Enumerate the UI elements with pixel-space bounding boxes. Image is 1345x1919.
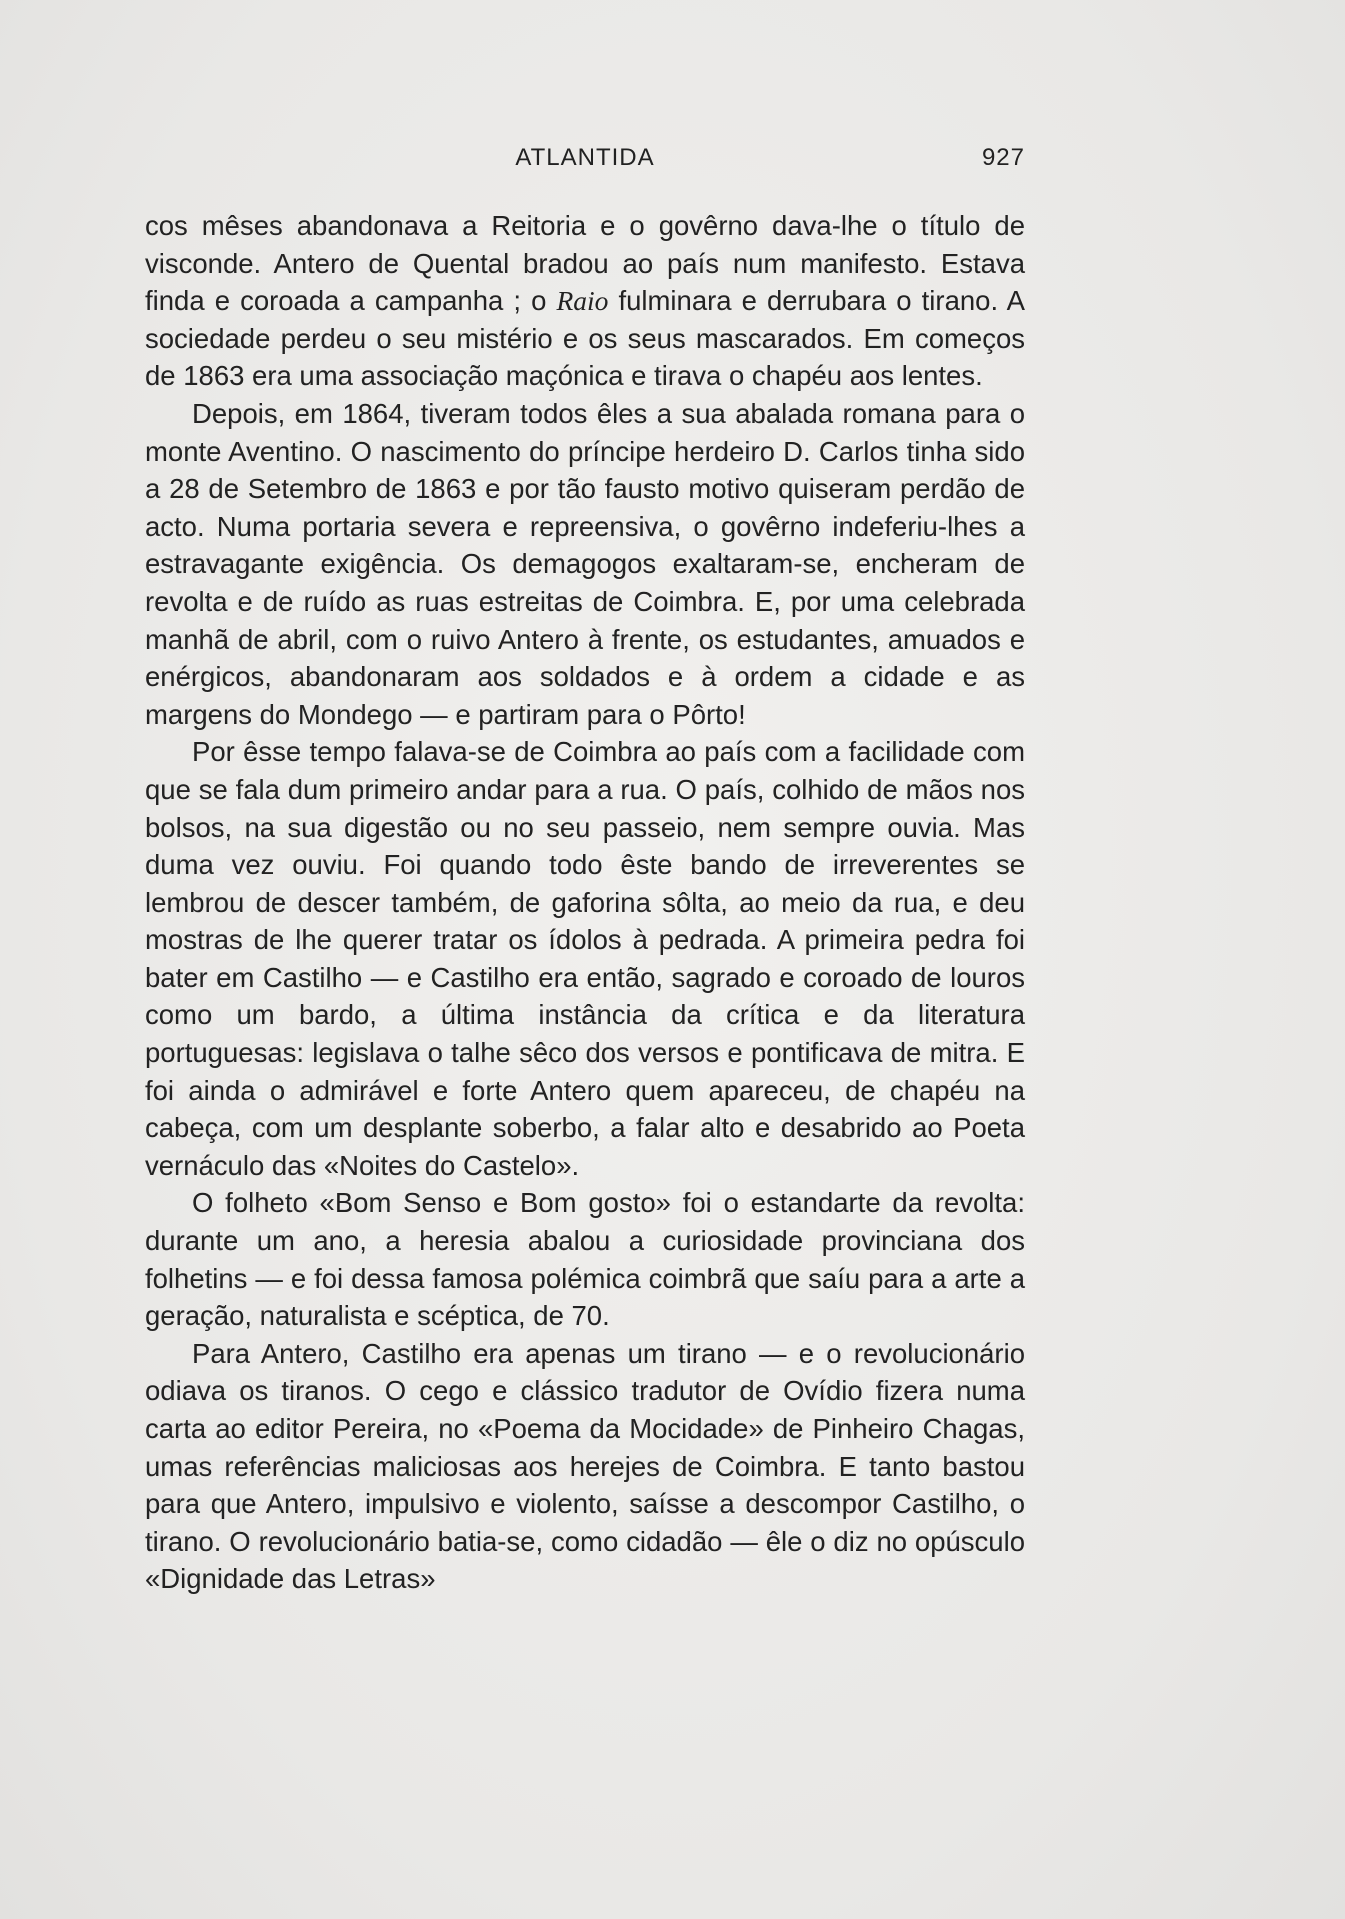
italic-title-raio: Raio xyxy=(556,285,609,317)
page-number: 927 xyxy=(981,144,1025,171)
paragraph-1 xyxy=(145,207,1025,395)
paragraph-3: Por êsse tempo falava-se de Coimbra ao país com a facilidade com que se fala dum primeiro andar para a rua. O país, colhido de mãos nos bolsos, na sua digestão ou no seu passeio, nem sempre ouvia. Mas duma vez ouviu. Foi quando todo êste bando de irreverentes se lembrou de descer também, de gaforina sôlta, ao meio da rua, e deu mostras de lhe querer tratar os ídolos à pedrada. A primeira pedra foi bater em Castilho — e Castilho era então, sagrado e coroado de louros como um bardo, a última instância da crítica e da literatura portuguesas: legislava o talhe sêco dos versos e pontificava de mitra. E foi ainda o admirável e forte Antero quem apareceu, de chapéu na cabeça, com um desplante soberbo, a falar alto e desabrido ao Poeta vernáculo das «Noites do Castelo». xyxy=(145,736,1025,1181)
running-title: ATLANTIDA xyxy=(515,144,655,171)
paragraph-5: Para Antero, Castilho era apenas um tirano — e o revolucionário odiava os tiranos. O cego e clássico tradutor de Ovídio fizera numa carta ao editor Pereira, no «Poema da Mocidade» de Pinheiro Chagas, umas referências maliciosas aos herejes de Coimbra. E tanto bastou para que Antero, impulsivo e violento, saísse a descompor Castilho, o tirano. O revolucionário batia-se, como cidadão — êle o diz no opúsculo «Dignidade das Letras» xyxy=(145,1337,1025,1595)
paragraph-1-text-b: fulminara e derrubara o tirano. A sociedade perdeu o seu mistério e os seus mascarados. Em começos de 1863 era uma associação maçónica e tirava o chapéu aos lentes. xyxy=(145,285,1025,392)
body-text xyxy=(145,207,1025,1598)
paragraph-4: O folheto «Bom Senso e Bom gosto» foi o estandarte da revolta: durante um ano, a heresia abalou a curiosidade provinciana dos folhetins — e foi dessa famosa polémica coimbrã que saíu para a arte a geração, naturalista e scéptica, de 70. xyxy=(145,1187,1025,1332)
paragraph-1-text-a: cos mêses abandonava a Reitoria e o govêrno dava-lhe o título de visconde. Antero de Quental bradou ao país num manifesto. Estava finda e coroada a campanha ; o xyxy=(145,210,1025,317)
paragraph-2: Depois, em 1864, tiveram todos êles a sua abalada romana para o monte Aventino. O nascimento do príncipe herdeiro D. Carlos tinha sido a 28 de Setembro de 1863 e por tão fausto motivo quiseram perdão de acto. Numa portaria severa e repreensiva, o govêrno indeferiu-lhes a estravagante exigência. Os demagogos exaltaram-se, encheram de revolta e de ruído as ruas estreitas de Coimbra. E, por uma celebrada manhã de abril, com o ruivo Antero à frente, os estudantes, amuados e enérgicos, abandonaram aos soldados e à ordem a cidade e as margens do Mondego — e partiram para o Pôrto! xyxy=(145,397,1025,730)
page-header xyxy=(145,140,1025,180)
